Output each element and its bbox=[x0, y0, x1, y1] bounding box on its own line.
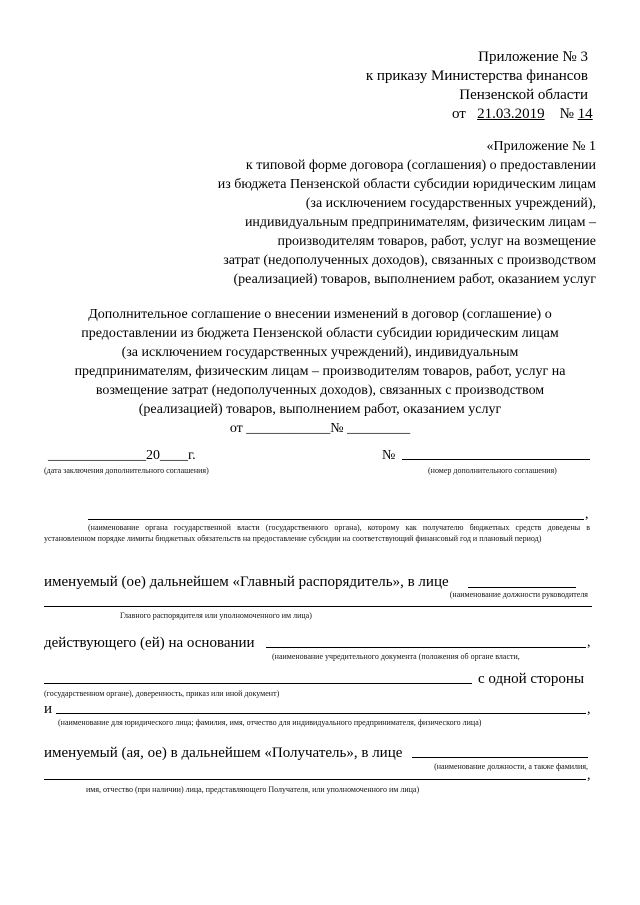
appendix1-line3: из бюджета Пензенской области субсидии юридическим лицам bbox=[217, 177, 596, 192]
order-date: 21.03.2019 bbox=[477, 106, 545, 122]
main-manager-position-field[interactable] bbox=[468, 587, 576, 588]
appendix1-line4: (за исключением государственных учреждений), bbox=[305, 196, 596, 211]
acting-basis-caption-right: (наименование учредительного документа (положения об органе власти, bbox=[272, 652, 520, 661]
title-line4: предпринимателям, физическим лицам – производителям товаров, работ, услуг на bbox=[74, 364, 566, 379]
recipient-caption-right: (наименование должности, а также фамилия, bbox=[434, 762, 588, 771]
acting-basis-field[interactable] bbox=[266, 647, 586, 648]
title-line2: предоставлении из бюджета Пензенской области субсидии юридическим лицам bbox=[81, 326, 559, 341]
agreement-date-caption: (дата заключения дополнительного соглашения) bbox=[44, 466, 209, 475]
appendix-header-line2: к приказу Министерства финансов bbox=[365, 68, 588, 84]
title-line1: Дополнительное соглашение о внесении изменений в договор (соглашение) о bbox=[88, 307, 552, 322]
title-line7: от ____________№ _________ bbox=[229, 421, 411, 436]
recipient-name-field[interactable] bbox=[56, 713, 586, 714]
recipient-text: именуемый (ая, ое) в дальнейшем «Получатель», в лице bbox=[44, 745, 403, 761]
title-line6: (реализацией) товаров, выполнением работ, оказанием услуг bbox=[138, 402, 502, 417]
recipient-person-field[interactable] bbox=[44, 779, 586, 780]
appendix1-line8: (реализацией) товаров, выполнением работ, оказанием услуг bbox=[233, 272, 596, 287]
and-caption: (наименование для юридического лица; фамилия, имя, отчество для индивидуального предпринимателя, физического лица) bbox=[58, 718, 482, 727]
title-line5: возмещение затрат (недополученных доходов), связанных с производством bbox=[95, 383, 545, 398]
recipient-position-field[interactable] bbox=[412, 757, 588, 758]
main-manager-caption-next: Главного распорядителя или уполномоченного им лица) bbox=[120, 611, 312, 620]
recipient-caption-next: имя, отчество (при наличии) лица, представляющего Получателя, или уполномоченного им лица) bbox=[86, 785, 420, 794]
appendix1-line6: производителям товаров, работ, услуг на возмещение bbox=[277, 234, 596, 249]
authority-caption: (наименование органа государственной власти (государственного органа), которому как получателю бюджетных средств доведены в установленном порядке лимиты бюджетных обязательств на предоставление субсидии на соответствующий финансовый год и плановый период) bbox=[44, 523, 590, 543]
agreement-number-caption: (номер дополнительного соглашения) bbox=[428, 466, 557, 475]
and-label: и bbox=[44, 701, 53, 717]
agreement-number-label: № bbox=[382, 448, 396, 463]
number-label: № bbox=[559, 106, 574, 122]
title-line3: (за исключением государственных учреждений), индивидуальным bbox=[121, 345, 519, 360]
appendix-header-line3: Пензенской области bbox=[459, 87, 588, 103]
acting-basis-document-field[interactable] bbox=[44, 683, 472, 684]
appendix1-line2: к типовой форме договора (соглашения) о предоставлении bbox=[245, 158, 596, 173]
acting-basis-comma: , bbox=[587, 635, 591, 650]
main-manager-name-field[interactable] bbox=[44, 606, 592, 607]
agreement-date-field[interactable]: ______________20____г. bbox=[48, 448, 196, 463]
main-manager-caption-right: (наименование должности руководителя bbox=[449, 590, 588, 599]
acting-basis-text: действующего (ей) на основании bbox=[44, 635, 255, 651]
and-comma: , bbox=[587, 702, 591, 717]
order-number: 14 bbox=[577, 106, 593, 122]
authority-comma: , bbox=[585, 507, 589, 522]
from-label: от bbox=[452, 106, 466, 122]
appendix-header-line1: Приложение № 3 bbox=[478, 49, 588, 65]
main-manager-text: именуемый (ое) дальнейшем «Главный распорядитель», в лице bbox=[44, 574, 449, 590]
authority-name-field[interactable] bbox=[88, 519, 584, 520]
appendix1-line7: затрат (недополученных доходов), связанных с производством bbox=[223, 253, 596, 268]
one-side-label: с одной стороны bbox=[478, 671, 585, 687]
appendix1-line5: индивидуальным предпринимателям, физическим лицам – bbox=[244, 215, 596, 230]
appendix-date-row bbox=[452, 105, 593, 124]
agreement-number-field[interactable] bbox=[402, 459, 590, 460]
acting-basis-caption-next: (государственном органе), доверенность, приказ или иной документ) bbox=[44, 689, 280, 698]
recipient-comma: , bbox=[587, 768, 591, 783]
appendix1-line1: «Приложение № 1 bbox=[486, 139, 596, 154]
